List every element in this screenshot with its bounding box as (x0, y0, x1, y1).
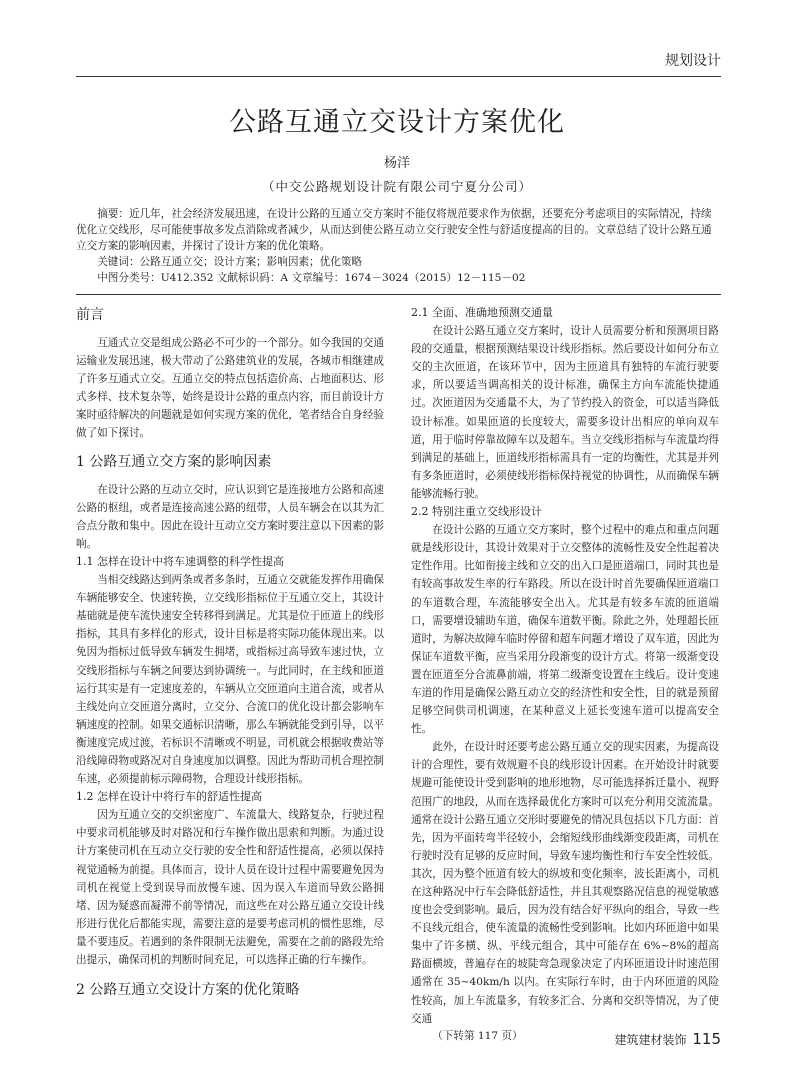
section-2-heading: 2 公路互通立交设计方案的优化策略 (76, 982, 300, 999)
article-affiliation: （中交公路规划设计院有限公司宁夏分公司） (261, 179, 532, 194)
header-rule (76, 76, 721, 77)
page-footer (615, 1030, 721, 1048)
section-2-2-paragraph-2: 此外，在设计时还要考虑公路互通立交的现实因素，为提高设计的合理性，要有效规避不良的线形设计因素。在开始设计时就要规避可能使设计受到影响的地形地物，尽可能选择拆迁量小、视野范围广的地段，从而在选择最优化方案时可以充分利用交流流量。通常在设计公路互通立交形时要避免的情况具包括以下几方面：首先，因为平面转弯半径较小，会缩短线形曲线渐变段距离，司机在行驶时没有足够的反应时间，导致车速均衡性和行车安全性较低。其次，因为整个匝道有较大的纵坡和变化频率，波长距离小，司机在这种路况中行车会降低舒适性，并且其观察路况信息的视觉敏感度也会受到影响。最后，因为没有结合好平纵向的组合，导致一些不良线元组合，使车流量的流畅性受到影响。比如内环匝道中如果集中了许多横、纵、平线元组合，其中可能存在 6%~8%的超高路面横坡，普遍存在的坡陡弯急现象决定了内环匝道设计时速范围通常在 35~40km/h 以内。在实际行车时，由于内环匝道的风险性较高，加上车流量多，有较多汇合、分离和交织等情况，为了使交通 (411, 741, 719, 1025)
left-column (76, 304, 384, 1001)
page-number: 115 (692, 1030, 721, 1048)
classification: 中图分类号：U412.352 文献标识码：A 文章编号：1674－3024（2015）12－115－02 (97, 272, 526, 284)
section-1-heading: 1 公路互通立交方案的影响因素 (76, 453, 272, 470)
preface-heading: 前言 (76, 307, 104, 323)
section-1-1-paragraph: 当相交线路达到两条或者多条时，互通立交就能发挥作用确保车辆能够安全、快速转换，立交线形指标位于互通立交上，其设计基础就是使车流快速安全转移得到满足。尤其是位于匝道上的线形指标，其具有多样化的形式，设计目标是将实际功能体现出来。以免因为指标过低导致车辆发生拥堵，或指标过高导致车速过快，立交线形指标与车辆之间要达到协调统一。与此同时，在主线和匝道运行其实是有一定速度差的，车辆从立交匝道向主道合流，或者从主线处向立交匝道分离时，立交分、合流口的优化设计都会影响车辆速度的控制。如果交通标识清晰，那么车辆就能受到引导，以平衡速度完成过渡，若标识不清晰或不明显，司机就会根据收费站等沿线障碍物或路况对自身速度加以调整。因此为帮助司机合理控制车速，必须提前标示障碍物，合理设计线形指标。 (76, 574, 384, 786)
section-tag: 规划设计 (665, 53, 721, 69)
section-1-2-paragraph: 因为互通立交的交织密度广、车流量大、线路复杂，行驶过程中要求司机能够及时对路况和行车操作做出思索和判断。为通过设计方案使司机在互动立交行驶的安全性和舒适性提高，必须以保持视觉通畅为前提。具体而言，设计人员在设计过程中需要避免因为司机在视觉上受到误导而放慢车速、因为误入车道而导致公路拥堵、因为疑惑而凝滞不前等情况，而这些在对公路互通立交设计线形进行优化后都能实现，需要注意的是要考虑司机的惯性思维，尽量不要违反。若遇到的条件限制无法避免，需要在之前的路段先给出提示，确保司机的判断时间充足，可以选择正确的行车操作。 (76, 809, 384, 966)
journal-name: 建筑建材装饰 (614, 1033, 687, 1047)
section-1-2-heading: 1.2 怎样在设计中将行车的舒适性提高 (76, 790, 262, 804)
section-2-2-heading: 2.2 特别注重立交线形设计 (411, 505, 542, 519)
right-column (411, 304, 719, 1044)
section-1-paragraph: 在设计公路的互动立交时，应认识到它是连接地方公路和高速公路的枢纽，或者是连接高速公路的纽带，人员车辆会在以其为汇合点分散和集中。因此在设计互动立交方案时要注意以下因素的影响。 (76, 483, 384, 550)
article-meta (76, 206, 721, 286)
preface-paragraph: 互通式立交是组成公路必不可少的一个部分。如今我国的交通运输业发展迅速，极大带动了公路建筑业的发展，各城市相继建成了许多互通式立交。互通立交的特点包括造价高、占地面积达、形式多样、技术复杂等，始终是设计公路的重点内容，而目前设计方案时亟待解决的问题就是如何实现方案的优化，笔者结合自身经验做了如下探讨。 (76, 337, 384, 440)
section-1-1-heading: 1.1 怎样在设计中将车速调整的科学性提高 (76, 554, 284, 568)
section-2-1-paragraph: 在设计公路互通立交方案时，设计人员需要分析和预测项目路段的交通量，根据预测结果设计线形指标。然后要设计如何分布立交的主次匝道，在该环节中，因为主匝道具有独特的车流行驶要求，所以要适当调高相关的设计标准，确保主方向车流能快捷通过。次匝道因为交通量不大，为了节约投入的资金，可以适当降低设计标准。如果匝道的长度较大，需要多设计出相应的单向双车道，用于临时停靠故障车以及超车。当立交线形指标与车流量均得到满足的基础上，匝道线形指标需具有一定的均衡性，尤其是并列有多条匝道时，必须使线形指标保持视觉的协调性，从而确保车辆能够流畅行驶。 (411, 325, 719, 500)
article-author: 杨洋 (383, 156, 410, 171)
keywords: 关键词：公路互通立交；设计方案；影响因素；优化策略 (97, 256, 363, 268)
abstract: 摘要：近几年，社会经济发展迅速，在设计公路的互通立交方案时不能仅将规范要求作为依据，还要充分考虑项目的实际情况，持续优化立交线形，尽可能使事故多发点消除或者减少，从而达到使公路互动立交行驶安全性与舒适度提高的目的。文章总结了设计公路互通立交方案的影响因素，并探讨了设计方案的优化策略。 (76, 208, 712, 252)
continued-note: （下转第 117 页） (432, 1029, 523, 1042)
section-2-1-heading: 2.1 全面、准确地预测交通量 (411, 306, 553, 319)
article-title: 公路互通立交设计方案优化 (229, 107, 565, 138)
section-2-2-paragraph-1: 在设计公路的互通立交方案时，整个过程中的难点和重点问题就是线形设计，其设计效果对于立交整体的流畅性及安全性起着决定性作用。比如衔接主线和立交的出入口是匝道端口，同时其也是有较高事故发生率的行车路段。所以在设计时首先要确保匝道端口的车道数合理，车流能够安全出入。尤其是有较多车流的匝道端口，需要增设辅助车道，确保车道数平衡。除此之外，处理超长匝道时，为解决故障车临时停留和超车问题才增设了双车道，因此为保证车道数平衡，应当采用分段渐变的设计方式。将第一级渐变设置在匝道至分合流鼻前端，将第二级渐变设置在主线后。设计变速车道的作用是确保公路互动立交的经济性和安全性，目的就是预留足够空间供司机调速，在某种意义上延长变速车道可以提高安全性。 (411, 524, 719, 736)
meta-rule (76, 294, 721, 295)
